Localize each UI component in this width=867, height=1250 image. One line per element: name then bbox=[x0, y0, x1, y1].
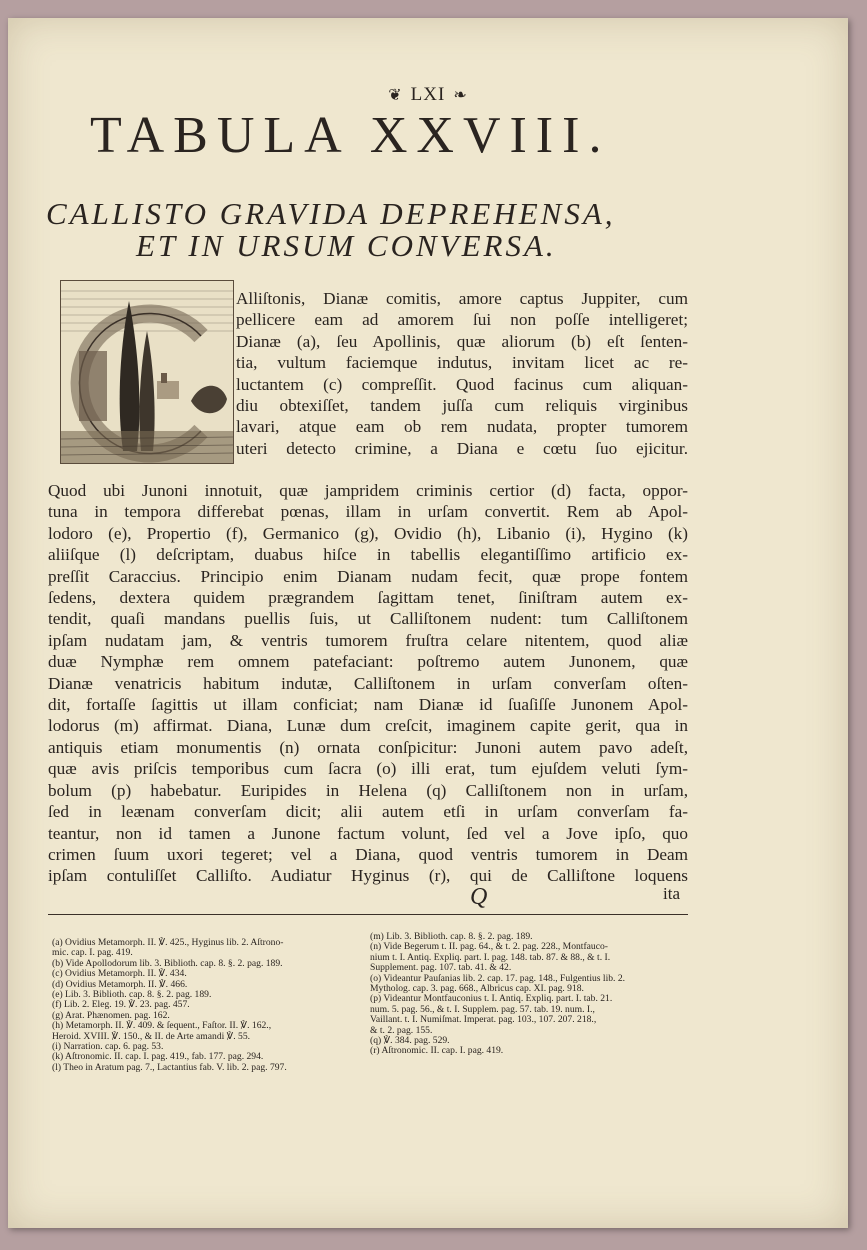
footnote-line: (q) ℣. 384. pag. 529. bbox=[370, 1035, 450, 1047]
footnote-line: Supplement. pag. 107. tab. 41. & 42. bbox=[370, 962, 512, 974]
body-line: lodorus (m) affirmat. Diana, Lunæ dum creſcit, imaginem capite gerit, qua in bbox=[48, 716, 688, 736]
body-line: lodoro (e), Propertio (f), Germanico (g), Ovidio (h), Libanio (i), Hygino (k) bbox=[48, 523, 688, 543]
body-line: lavari, atque eam ob rem nudata, propter tumorem bbox=[236, 417, 688, 437]
footnote-line: (e) Lib. 3. Biblioth. cap. 8. §. 2. pag. 189. bbox=[52, 989, 212, 1001]
body-line: aliiſque (l) deſcriptam, duabus hiſce in tabellis elegantiſſimo artificio ex- bbox=[48, 545, 688, 565]
footnote-line: (g) Arat. Phænomen. pag. 162. bbox=[52, 1009, 170, 1021]
body-line: Alliſtonis, Dianæ comitis, amore captus Juppiter, cum bbox=[236, 289, 688, 308]
body-line: pellicere eam ad amorem ſui non poſſe intelligeret; bbox=[236, 310, 688, 330]
body-line: Dianæ venatricis habitum indutæ, Calliſtonem in urſam converſam oſten- bbox=[48, 673, 688, 693]
body-line: tendit, quaſi mandans puellis ſuis, ut Calliſtonem nudent: tum Calliſtonem bbox=[48, 609, 688, 629]
page-number: LXI bbox=[410, 84, 446, 105]
footnote-line: (o) Videantur Pauſanias lib. 2. cap. 17. pag. 148., Fulgentius lib. 2. bbox=[370, 972, 626, 984]
footnotes-left-column bbox=[52, 938, 362, 1073]
plate-title: TABULA XXVIII. bbox=[90, 107, 611, 164]
body-line: luctantem (c) compreſſit. Quod facinus cum aliquan- bbox=[236, 374, 688, 394]
footnote-line: (i) Narration. cap. 6. pag. 53. bbox=[52, 1041, 164, 1053]
body-text-full bbox=[48, 480, 688, 887]
footnote-line: (n) Vide Begerum t. II. pag. 64., & t. 2. pag. 228., Montfauco- bbox=[370, 941, 608, 953]
footnote-line: (r) Aſtronomic. II. cap. I. pag. 419. bbox=[370, 1045, 504, 1057]
footnote-line: Vaillant. t. I. Numiſmat. Imperat. pag. 103., 107. 207. 218., bbox=[370, 1014, 597, 1026]
body-line: quæ avis priſcis temporibus cum ſacra (o) illi erat, tum ejuſdem veluti ſym- bbox=[48, 759, 688, 779]
footnote-line: (h) Metamorph. II. ℣. 409. & ſequent., Faſtor. II. ℣. 162., bbox=[52, 1020, 272, 1032]
body-line: ſed in leænam converſam dicit; alii autem etſi in urſam converſam fa- bbox=[48, 802, 688, 822]
body-line: teantur, non id tamen a Junone factum volunt, ſed vel a Jove ipſo, quo bbox=[48, 823, 688, 843]
body-line: preſſit Caraccius. Principio enim Dianam nudam fecit, quæ prope fontem bbox=[48, 566, 688, 586]
footnote-line: (m) Lib. 3. Biblioth. cap. 8. §. 2. pag. 189. bbox=[370, 931, 533, 942]
footnotes-right-column bbox=[370, 932, 692, 1057]
body-line: ſedens, dextera quidem prægrandem ſagittam tenet, ſiniſtram autem ex- bbox=[48, 588, 688, 608]
body-line: ipſam nudatam jam, & ventris tumorem fruſtra celare nitentem, quod aliæ bbox=[48, 630, 688, 650]
body-line: uteri detecto crimine, a Diana e cœtu ſuo ejicitur. bbox=[236, 438, 688, 458]
body-line: dit, fortaſſe ſagittis ut illam conficiat; nam Dianæ id ſuaſiſſe Junonem Apol- bbox=[48, 695, 688, 715]
subtitle-line-2: ET IN URSUM CONVERSA. bbox=[136, 228, 557, 263]
footnote-line: (b) Vide Apollodorum lib. 3. Biblioth. cap. 8. §. 2. pag. 189. bbox=[52, 957, 283, 969]
body-line: ipſam contuliſſet Calliſto. Audiatur Hyginus (r), qui de Calliſtone loquens bbox=[48, 866, 688, 886]
ornament-right-icon: ❧ bbox=[453, 87, 468, 104]
body-line: antiquis etiam monumentis (n) ornata conſpicitur: Junoni autem pavo adeſt, bbox=[48, 737, 688, 757]
body-line: diu obtexiſſet, tandem juſſa cum reliquis virginibus bbox=[236, 396, 688, 416]
footnote-divider bbox=[48, 914, 688, 915]
footnote-line: (p) Videantur Montfauconius t. I. Antiq. Expliq. part. I. tab. 21. bbox=[370, 993, 613, 1005]
footnote-line: mic. cap. I. pag. 419. bbox=[52, 947, 133, 959]
footnote-line: (d) Ovidius Metamorph. II. ℣. 466. bbox=[52, 978, 188, 990]
footnote-line: (c) Ovidius Metamorph. II. ℣. 434. bbox=[52, 968, 187, 980]
footnote-line: Mytholog. cap. 3. pag. 668., Albricus cap. XI. pag. 918. bbox=[370, 983, 584, 995]
body-line: bolum (p) habebatur. Euripides in Helena (q) Calliſtonem non in urſam, bbox=[48, 780, 688, 800]
footnote-line: nium t. I. Antiq. Expliq. part. I. pag. 148. tab. 87. & 88., & t. I. bbox=[370, 951, 611, 963]
footnote-line: Heroid. XVIII. ℣. 150., & II. de Arte amandi ℣. 55. bbox=[52, 1030, 251, 1042]
ornament-left-icon: ❦ bbox=[388, 87, 403, 104]
body-line: duæ Nymphæ rem omnem patefaciant: poſtremo autem Junonem, quæ bbox=[48, 652, 688, 672]
footnote-line: (f) Lib. 2. Eleg. 19. ℣. 23. pag. 457. bbox=[52, 999, 190, 1011]
body-text-wrapped bbox=[236, 288, 688, 459]
footnote-line: num. 5. pag. 56., & t. I. Supplem. pag. 57. tab. 19. num. I., bbox=[370, 1003, 595, 1015]
page-number-line bbox=[8, 84, 848, 106]
body-line: crimen ſuum uxori tegeret; vel a Diana, quod ventris tumorem in Deam bbox=[48, 844, 688, 864]
catchword-letter: Q bbox=[470, 884, 488, 910]
body-line: Dianæ (a), ſeu Apollinis, quæ aliorum (b) eſt ſenten- bbox=[236, 331, 688, 351]
body-line: tia, vultum faciemque indutus, invitam licet ac re- bbox=[236, 353, 688, 373]
footnote-line: (a) Ovidius Metamorph. II. ℣. 425., Hyginus lib. 2. Aſtrono- bbox=[52, 937, 284, 948]
subtitle-line-1: CALLISTO GRAVIDA DEPREHENSA, bbox=[46, 196, 616, 231]
catchword: ita bbox=[663, 884, 680, 903]
footnote-line: (l) Theo in Aratum pag. 7., Lactantius fab. V. lib. 2. pag. 797. bbox=[52, 1061, 287, 1073]
book-page bbox=[8, 18, 848, 1228]
footnote-line: (k) Aſtronomic. II. cap. I. pag. 419., fab. 177. pag. 294. bbox=[52, 1051, 264, 1063]
body-line: Quod ubi Junoni innotuit, quæ jampridem criminis certior (d) facta, oppor- bbox=[48, 481, 688, 500]
body-line: tuna in tempora differebat pœnas, illam in urſam convertit. Rem ab Apol- bbox=[48, 502, 688, 522]
historiated-initial-c-engraving bbox=[60, 280, 234, 464]
footnote-line: & t. 2. pag. 155. bbox=[370, 1024, 433, 1036]
